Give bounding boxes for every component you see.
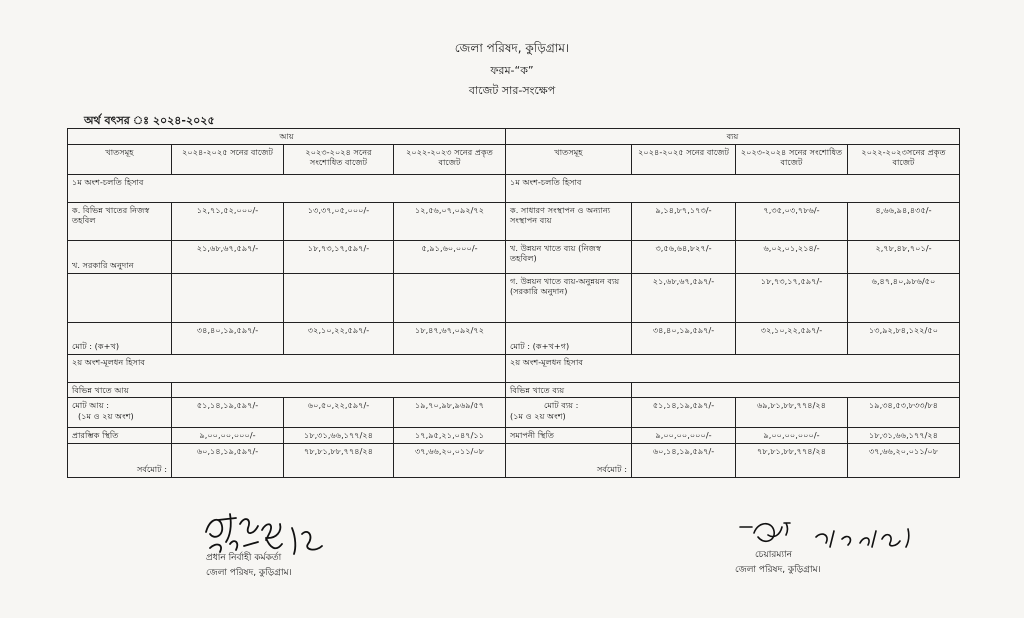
org-title: জেলা পরিষদ, কুড়িগ্রাম। xyxy=(454,41,570,55)
cell-value: ১৩,৩৭,০৫,০০০/- xyxy=(284,202,394,240)
cell-value: ৯,০০,০০,০০০/- xyxy=(632,428,736,444)
cell-value: ৬০,৫০,২২,৫৯৭/- xyxy=(284,398,394,428)
cell-value: ২১,৬৮,৬৭,৫৯৭/- xyxy=(632,273,736,322)
col-header: ২০২২-২০২৩ সনের প্রকৃত বাজেট xyxy=(394,144,506,174)
cell-value: ৯,০০,০০,০০০/- xyxy=(172,428,284,444)
cell-value xyxy=(284,273,394,322)
cell-value: ৬,৪৭,৪০,৯৮৬/৫০ xyxy=(848,273,960,322)
row-label: প্রারম্ভিক স্থিতি xyxy=(68,428,172,444)
row-label xyxy=(506,398,632,428)
overall-total-row xyxy=(68,443,960,477)
cell-value: ১৩,৯২,৮৪,১২২/৫০ xyxy=(848,322,960,354)
cell-value: ৩৭,৬৬,২০,০১১/০৮ xyxy=(848,443,960,477)
group-header-row xyxy=(68,129,960,145)
row-label: খ. উন্নয়ন খাতে ব্যয় (নিজস্ব তহবিল) xyxy=(506,240,632,273)
budget-table xyxy=(67,128,960,478)
cell-value: ১৮,৩১,৬৬,১৭৭/২৪ xyxy=(284,428,394,444)
subsection-label: বিভিন্ন খাতে আয় xyxy=(68,382,172,398)
total-row xyxy=(68,322,960,354)
cell-value: ৯,০০,০০,০০০/- xyxy=(736,428,848,444)
col-header: ২০২৪-২০২৫ সনের বাজেট xyxy=(172,144,284,174)
cell-value: ১৮,৭৩,১৭,৫৯৭/- xyxy=(284,240,394,273)
section-label: ২য় অংশ-মূলধন হিসাব xyxy=(68,354,506,382)
column-header-row xyxy=(68,144,960,174)
balance-row xyxy=(68,428,960,444)
row-label: ক. সাধারণ সংস্থাপন ও অন্যান্য সংস্থাপন ব্যয় xyxy=(506,202,632,240)
subsection-label: বিভিন্ন খাতে ব্যয় xyxy=(506,382,632,398)
cell-value: ১৮,৭৩,১৭,৫৯৭/- xyxy=(736,273,848,322)
section-row xyxy=(68,174,960,202)
col-header: ২০২২-২০২৩সনের প্রকৃত বাজেট xyxy=(848,144,960,174)
cell-value: ১৯,৩৪,৫৩,৮৩৩/৮৪ xyxy=(848,398,960,428)
cell-value: ২,৭৮,৪৮,৭০১/- xyxy=(848,240,960,273)
cell-value: ১২,৫৬,০৭,০৯২/৭২ xyxy=(394,202,506,240)
form-label: ফরম-“ক” xyxy=(490,64,534,77)
row-label-line: (১ম ও ২য় অংশ) xyxy=(78,410,134,421)
col-header: ২০২৪-২০২৫ সনের বাজেট xyxy=(632,144,736,174)
section-row xyxy=(68,354,960,382)
cell-value: ১৮,৩১,৬৬,১৭৭/২৪ xyxy=(848,428,960,444)
subsection-row xyxy=(68,382,960,398)
cell-value: ৩৪,৪০,১৯,৫৯৭/- xyxy=(632,322,736,354)
table-row xyxy=(68,273,960,322)
table-row xyxy=(68,240,960,273)
row-label: সর্বমোট : xyxy=(68,443,172,477)
signatory-title: চেয়ারম্যান xyxy=(755,550,792,560)
row-label: মোট : (ক+খ+গ) xyxy=(506,322,632,354)
empty-cell xyxy=(172,382,506,398)
cell-value: ৬,০২,০১,২১৪/- xyxy=(736,240,848,273)
col-header: ২০২৩-২০২৪ সনের সংশোধিত বাজেট xyxy=(284,144,394,174)
cell-value: ৯,১৪,৮৭,১৭৩/- xyxy=(632,202,736,240)
cell-value: ৩২,১০,২২,৫৯৭/- xyxy=(736,322,848,354)
row-label-line: মোট আয় : xyxy=(72,400,110,411)
row-label: খ. সরকারি অনুদান xyxy=(68,240,172,273)
cell-value: ৬০,১৪,১৯,৫৯৭/- xyxy=(172,443,284,477)
cell-value: ৫,৯১,৬০,০০০/- xyxy=(394,240,506,273)
row-label: সমাপনী স্থিতি xyxy=(506,428,632,444)
signatory-title: প্রধান নির্বাহী কর্মকর্তা xyxy=(206,553,282,563)
cell-value xyxy=(394,273,506,322)
row-label-line: (১ম ও ২য় অংশ) xyxy=(510,410,566,421)
cell-value: ১২,৭১,৫২,০০০/- xyxy=(172,202,284,240)
signature-block-left xyxy=(206,551,292,582)
row-label-line: মোট ব্যয় : xyxy=(544,400,579,411)
fiscal-year: অর্থ বৎসর ঃ ২০২৪-২০২৫ xyxy=(84,114,215,127)
signature-block-right xyxy=(735,548,821,579)
row-label xyxy=(68,273,172,322)
cell-value: ৩,৫৬,৬৪,৮২৭/- xyxy=(632,240,736,273)
cell-value: ৬০,১৪,১৯,৫৯৭/- xyxy=(632,443,736,477)
row-label xyxy=(68,398,172,428)
section-label: ১ম অংশ-চলতি হিসাব xyxy=(506,174,960,202)
grand-total-row xyxy=(68,398,960,428)
col-header: খাতসমূহ xyxy=(68,144,172,174)
signatory-org: জেলা পরিষদ, কুড়িগ্রাম। xyxy=(735,565,821,576)
cell-value: ৩২,১০,২২,৫৯৭/- xyxy=(284,322,394,354)
cell-value: ৭৮,৮১,৮৮,৭৭৪/২৪ xyxy=(736,443,848,477)
row-label: মোট : (ক+খ) xyxy=(68,322,172,354)
cell-value: ৩৪,৪০,১৯,৫৯৭/- xyxy=(172,322,284,354)
cell-value: ১৯,৭০,৯৮,৯৬৯/৫৭ xyxy=(394,398,506,428)
cell-value: ৫১,১৪,১৯,৫৯৭/- xyxy=(172,398,284,428)
cell-value: ৪,৬৬,৯৪,৪৩৫/- xyxy=(848,202,960,240)
cell-value: ৭,৩৫,০৩,৭৮৬/- xyxy=(736,202,848,240)
cell-value: ৭৮,৮১,৮৮,৭৭৪/২৪ xyxy=(284,443,394,477)
expense-header: ব্যয় xyxy=(506,129,960,145)
cell-value: ১৮,৪৭,৬৭,০৯২/৭২ xyxy=(394,322,506,354)
cell-value xyxy=(172,273,284,322)
cell-value: ১৭,৯৫,২১,০৪৭/১১ xyxy=(394,428,506,444)
table-row xyxy=(68,202,960,240)
cell-value: ৩৭,৬৬,২০,০১১/০৮ xyxy=(394,443,506,477)
income-header: আয় xyxy=(68,129,506,145)
section-label: ১ম অংশ-চলতি হিসাব xyxy=(68,174,506,202)
cell-value: ৫১,১৪,১৯,৫৯৭/- xyxy=(632,398,736,428)
col-header: ২০২৩-২০২৪ সনের সংশোধিত বাজেট xyxy=(736,144,848,174)
signatory-org: জেলা পরিষদ, কুড়িগ্রাম। xyxy=(206,568,292,579)
section-label: ২য় অংশ-মূলধন হিসাব xyxy=(506,354,960,382)
document-title: বাজেট সার-সংক্ষেপ xyxy=(468,84,556,97)
row-label: গ. উন্নয়ন খাতে ব্যয়-অনুন্নয়ন ব্যয় (সরকারি অনুদান) xyxy=(506,273,632,322)
row-label: ক. বিভিন্ন খাতের নিজস্ব তহবিল xyxy=(68,202,172,240)
cell-value: ৬৯,৮১,৮৮,৭৭৪/২৪ xyxy=(736,398,848,428)
col-header: খাতসমূহ xyxy=(506,144,632,174)
cell-value: ২১,৬৮,৬৭,৫৯৭/- xyxy=(172,240,284,273)
empty-cell xyxy=(632,382,960,398)
row-label: সর্বমোট : xyxy=(506,443,632,477)
